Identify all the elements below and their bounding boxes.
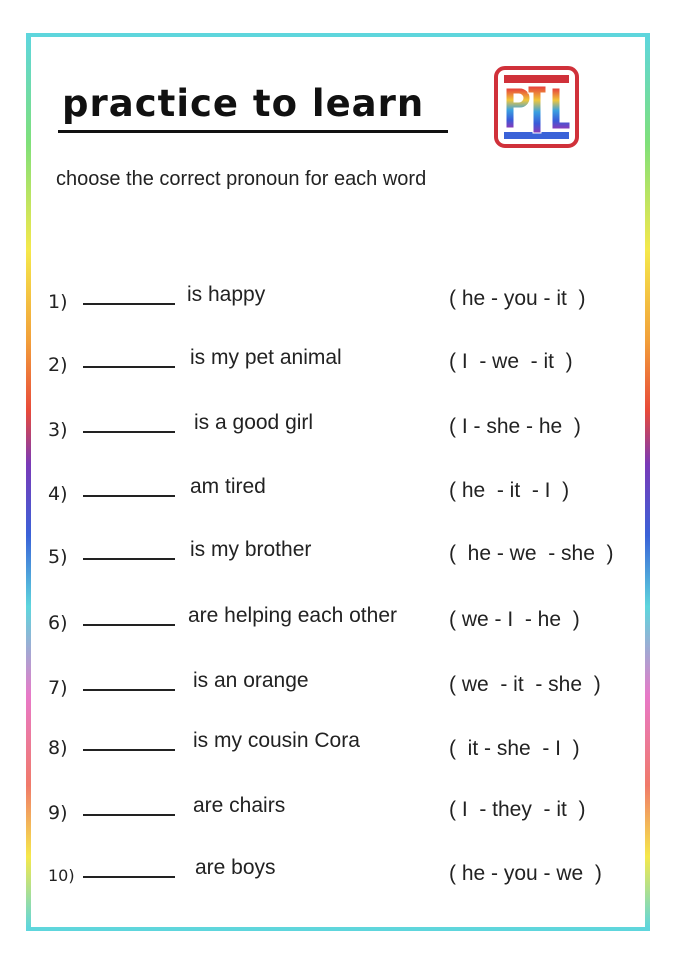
question-phrase: am tired: [190, 475, 266, 498]
pronoun-choices: ( he - it - I ): [449, 479, 570, 502]
answer-blank: [83, 876, 175, 878]
pronoun-choices: ( I - she - he ): [449, 415, 581, 438]
answer-blank: [83, 366, 175, 368]
question-phrase: is a good girl: [194, 411, 314, 434]
ptl-logo-icon: [494, 66, 579, 148]
question-number: 6): [48, 612, 68, 634]
question-phrase: is happy: [187, 283, 266, 306]
question-phrase: is my pet animal: [190, 346, 342, 369]
pronoun-choices: ( I - we - it ): [449, 350, 573, 373]
question-number: 9): [48, 802, 68, 824]
pronoun-choices: ( it - she - I ): [449, 737, 580, 760]
question-row: [0, 346, 678, 378]
answer-blank: [83, 558, 175, 560]
question-number: 1): [48, 291, 68, 313]
answer-blank: [83, 689, 175, 691]
question-phrase: are boys: [195, 856, 276, 879]
question-number: 7): [48, 677, 68, 699]
question-row: [0, 283, 678, 315]
answer-blank: [83, 303, 175, 305]
question-row: [0, 669, 678, 701]
pronoun-choices: ( he - we - she ): [449, 542, 614, 565]
question-number: 3): [48, 419, 68, 441]
question-number: 4): [48, 483, 68, 505]
instructions-text: choose the correct pronoun for each word: [56, 168, 427, 190]
question-row: [0, 794, 678, 826]
question-row: [0, 604, 678, 636]
pronoun-choices: ( he - you - we ): [449, 862, 602, 885]
answer-blank: [83, 814, 175, 816]
question-phrase: are helping each other: [188, 604, 397, 627]
question-row: [0, 729, 678, 761]
answer-blank: [83, 624, 175, 626]
pronoun-choices: ( he - you - it ): [449, 287, 586, 310]
title-underline: [58, 130, 448, 133]
question-row: [0, 856, 678, 888]
worksheet-title: practice to learn: [62, 82, 425, 125]
question-row: [0, 475, 678, 507]
answer-blank: [83, 431, 175, 433]
question-row: [0, 538, 678, 570]
question-number: 2): [48, 354, 68, 376]
question-row: [0, 411, 678, 443]
answer-blank: [83, 749, 175, 751]
pronoun-choices: ( we - I - he ): [449, 608, 580, 631]
question-phrase: are chairs: [193, 794, 286, 817]
pronoun-choices: ( I - they - it ): [449, 798, 586, 821]
question-phrase: is an orange: [193, 669, 309, 692]
question-phrase: is my cousin Cora: [193, 729, 360, 752]
question-phrase: is my brother: [190, 538, 312, 561]
question-number: 10): [48, 866, 75, 885]
answer-blank: [83, 495, 175, 497]
question-number: 5): [48, 546, 68, 568]
pronoun-choices: ( we - it - she ): [449, 673, 601, 696]
question-number: 8): [48, 737, 68, 759]
